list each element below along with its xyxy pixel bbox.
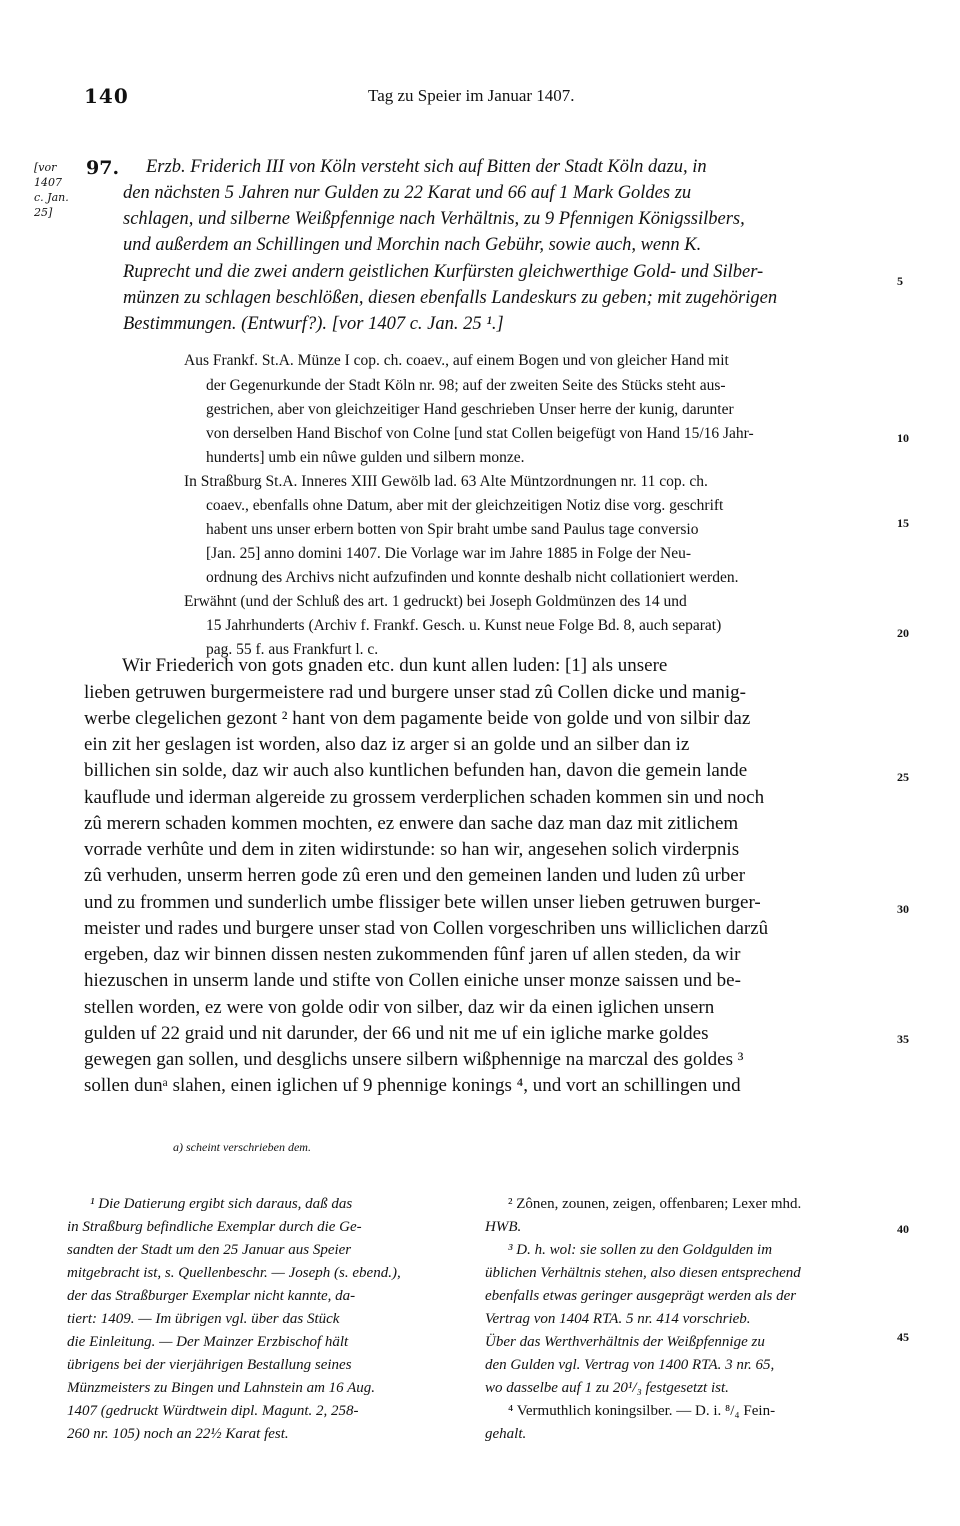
text-line: gulden uf 22 graid und nit darunder, der 66 und nit me uf ein igliche marke goldes [84,1023,709,1044]
footnote-line: Münzmeisters zu Bingen und Lahnstein am 16 Aug. [67,1380,376,1396]
apparatus-line: gestrichen, aber von gleichzeitiger Hand geschrieben Unser herre der kunig, darunter [206,401,734,418]
footnote-line: die Einleitung. — Der Mainzer Erzbischof hält [67,1334,349,1350]
text-line: hiezuschen in unserm lande und stifte von Collen einiche unser monze saissen und be- [84,970,741,991]
document-number: 97. [86,157,120,179]
regest-line: münzen zu schlagen beschlößen, diesen ebenfalls Landeskurs zu geben; mit zugehörigen [123,288,778,308]
footnote-line: gehalt. [485,1426,527,1442]
footnote-line: in Straßburg befindliche Exemplar durch die Ge- [67,1219,362,1235]
regest-line: Erzb. Friderich III von Köln versteht sich auf Bitten der Stadt Köln dazu, in [146,157,707,177]
margin-number: 15 [897,516,909,530]
footnote-line: üblichen Verhältnis stehen, also diesen entsprechend [485,1265,801,1281]
apparatus-line: habent uns unser erbern botten von Spir braht umbe sand Paulus tage conversio [206,521,699,538]
footnote-line: den Gulden vgl. Vertrag von 1400 RTA. 3 nr. 65, [485,1357,775,1373]
regest-line: schlagen, und silberne Weißpfennige nach Verhältnis, zu 9 Pfennigen Königssilbers, [123,209,745,229]
apparatus-line: Aus Frankf. St.A. Münze I cop. ch. coaev., auf einem Bogen und von gleicher Hand mit [184,352,729,369]
footnote-line: der das Straßburger Exemplar nicht kannte, da- [67,1288,356,1304]
text-line: werbe clegelichen gezont ² hant von dem pagamente beide von golde und von silbir daz [84,708,751,729]
text-line: gewegen gan sollen, und desglichs unsere silbern wißphennige na marczal des goldes ³ [84,1049,744,1070]
apparatus-line: ordnung des Archivs nicht aufzufinden und konnte deshalb nicht collationiert werden. [206,569,739,586]
margin-number: 30 [897,902,909,916]
running-title: Tag zu Speier im Januar 1407. [368,86,575,105]
footnote-line: Vertrag von 1404 RTA. 5 nr. 414 vorschrieb. [485,1311,751,1327]
footnote-line: 260 nr. 105) noch an 22½ Karat fest. [67,1426,289,1442]
margin-number: 5 [897,274,903,288]
page-number: 140 [84,84,129,108]
text-line: ergeben, daz wir binnen dissen nesten zukommenden fûnf jaren uf allen steden, da wir [84,944,741,965]
text-line: kauflude und iderman algereide zu grossem verderplichen schaden kommen sin und noch [84,787,765,808]
text-line: Wir Friederich von gots gnaden etc. dun kunt allen luden: [1] als unsere [122,655,668,676]
apparatus-line: [Jan. 25] anno domini 1407. Die Vorlage war im Jahre 1885 in Folge der Neu- [206,545,691,562]
apparatus-line: der Gegenurkunde der Stadt Köln nr. 98; auf der zweiten Seite des Stücks steht aus- [206,377,726,394]
date-sidenote [34,160,80,220]
regest-line: und außerdem an Schillingen und Morchin nach Gebühr, sowie auch, wenn K. [123,235,702,255]
footnote-line: tiert: 1409. — Im übrigen vgl. über das Stück [67,1311,340,1327]
text-line: zû verhuden, unserm herren gode zû eren und den gemeinen landen und luden zû urber [84,865,746,886]
regest-line: den nächsten 5 Jahren nur Gulden zu 22 Karat und 66 auf 1 Mark Goldes zu [123,183,692,203]
apparatus-line: hunderts] umb ein nûwe gulden und silbern monze. [206,449,525,466]
text-line: meister und rades und burgere unser stad von Collen vorgeschriben uns williclichen darzû [84,918,769,939]
margin-number: 45 [897,1330,909,1344]
text-line: vorrade verhûte und dem in ziten widirstunde: so han wir, angesehen solich virderpnis [84,839,740,860]
text-line: lieben getruwen burgermeistere rad und burgere unser stad zû Collen dicke und manig- [84,682,746,703]
margin-number: 10 [897,431,909,445]
margin-number: 25 [897,770,909,784]
footnote-line: HWB. [485,1219,522,1235]
footnote-line: ¹ Die Datierung ergibt sich daraus, daß das [90,1196,353,1212]
variant-note-line: a) scheint verschrieben dem. [173,1140,311,1154]
apparatus-line: von derselben Hand Bischof von Colne [und stat Collen beigefügt von Hand 15/16 Jahr- [206,425,754,442]
footnote-line: wo dasselbe auf 1 zu 20¹/₃ festgesetzt ist. [485,1380,729,1396]
apparatus-line: coaev., ebenfalls ohne Datum, aber mit der gleichzeitigen Notiz dise vorg. geschrift [206,497,724,514]
apparatus-line: pag. 55 f. aus Frankfurt l. c. [206,641,379,658]
footnote-line: 1407 (gedruckt Würdtwein dipl. Magunt. 2, 258- [67,1403,359,1419]
apparatus-line: Erwähnt (und der Schluß des art. 1 gedruckt) bei Joseph Goldmünzen des 14 und [184,593,687,610]
text-line: stellen worden, ez were von golde odir von silber, daz wir da einen iglichen unsern [84,997,715,1018]
footnote-line: mitgebracht ist, s. Quellenbeschr. — Joseph (s. ebend.), [67,1265,401,1281]
footnote-line: Über das Werthverhältnis der Weißpfennige zu [485,1334,765,1350]
text-line: billichen sin solde, daz wir auch also kuntlichen befunden han, davon die gemein lande [84,760,748,781]
text-line: und zu frommen und sunderlich umbe flissiger bete willen unser lieben getruwen burger- [84,892,761,913]
footnote-line: sandten der Stadt um den 25 Januar aus Speier [67,1242,352,1258]
footnote-line: ⁴ Vermuthlich koningsilber. — D. i. ⁸/₄ Fein- [508,1403,776,1419]
footnote-line: ³ D. h. wol: sie sollen zu den Goldgulden im [508,1242,773,1258]
apparatus-line: 15 Jahrhunderts (Archiv f. Frankf. Gesch. u. Kunst neue Folge Bd. 8, auch separat) [206,617,722,634]
regest-line: Bestimmungen. (Entwurf?). [vor 1407 c. Jan. 25 ¹.] [123,314,504,334]
text-line: zû merern schaden kommen mochten, ez enwere dan sache daz man daz mit zitlichem [84,813,739,834]
sidenote-line: [vor [34,161,57,174]
regest-line: Ruprecht und die zwei andern geistlichen Kurfürsten gleichwerthige Gold- und Silber- [123,262,764,282]
apparatus-line: In Straßburg St.A. Inneres XIII Gewölb lad. 63 Alte Müntzordnungen nr. 11 cop. ch. [184,473,708,490]
sidenote-line: 1407 [34,176,62,189]
sidenote-line: c. Jan. [34,191,69,204]
footnote-line: ebenfalls etwas geringer ausgeprägt werden als der [485,1288,797,1304]
footnote-line: übrigens bei der vierjährigen Bestallung seines [67,1357,352,1373]
sidenote-line: 25] [34,206,53,219]
margin-number: 35 [897,1032,909,1046]
footnote-line: ² Zônen, zounen, zeigen, offenbaren; Lexer mhd. [508,1196,802,1212]
text-line: sollen dunᵃ slahen, einen iglichen uf 9 phennige konings ⁴, und vort an schillingen und [84,1075,741,1096]
text-line: ein zit her geslagen ist worden, also daz iz arger si an golde und an silber dan iz [84,734,690,755]
margin-number: 20 [897,626,909,640]
margin-number: 40 [897,1222,909,1236]
